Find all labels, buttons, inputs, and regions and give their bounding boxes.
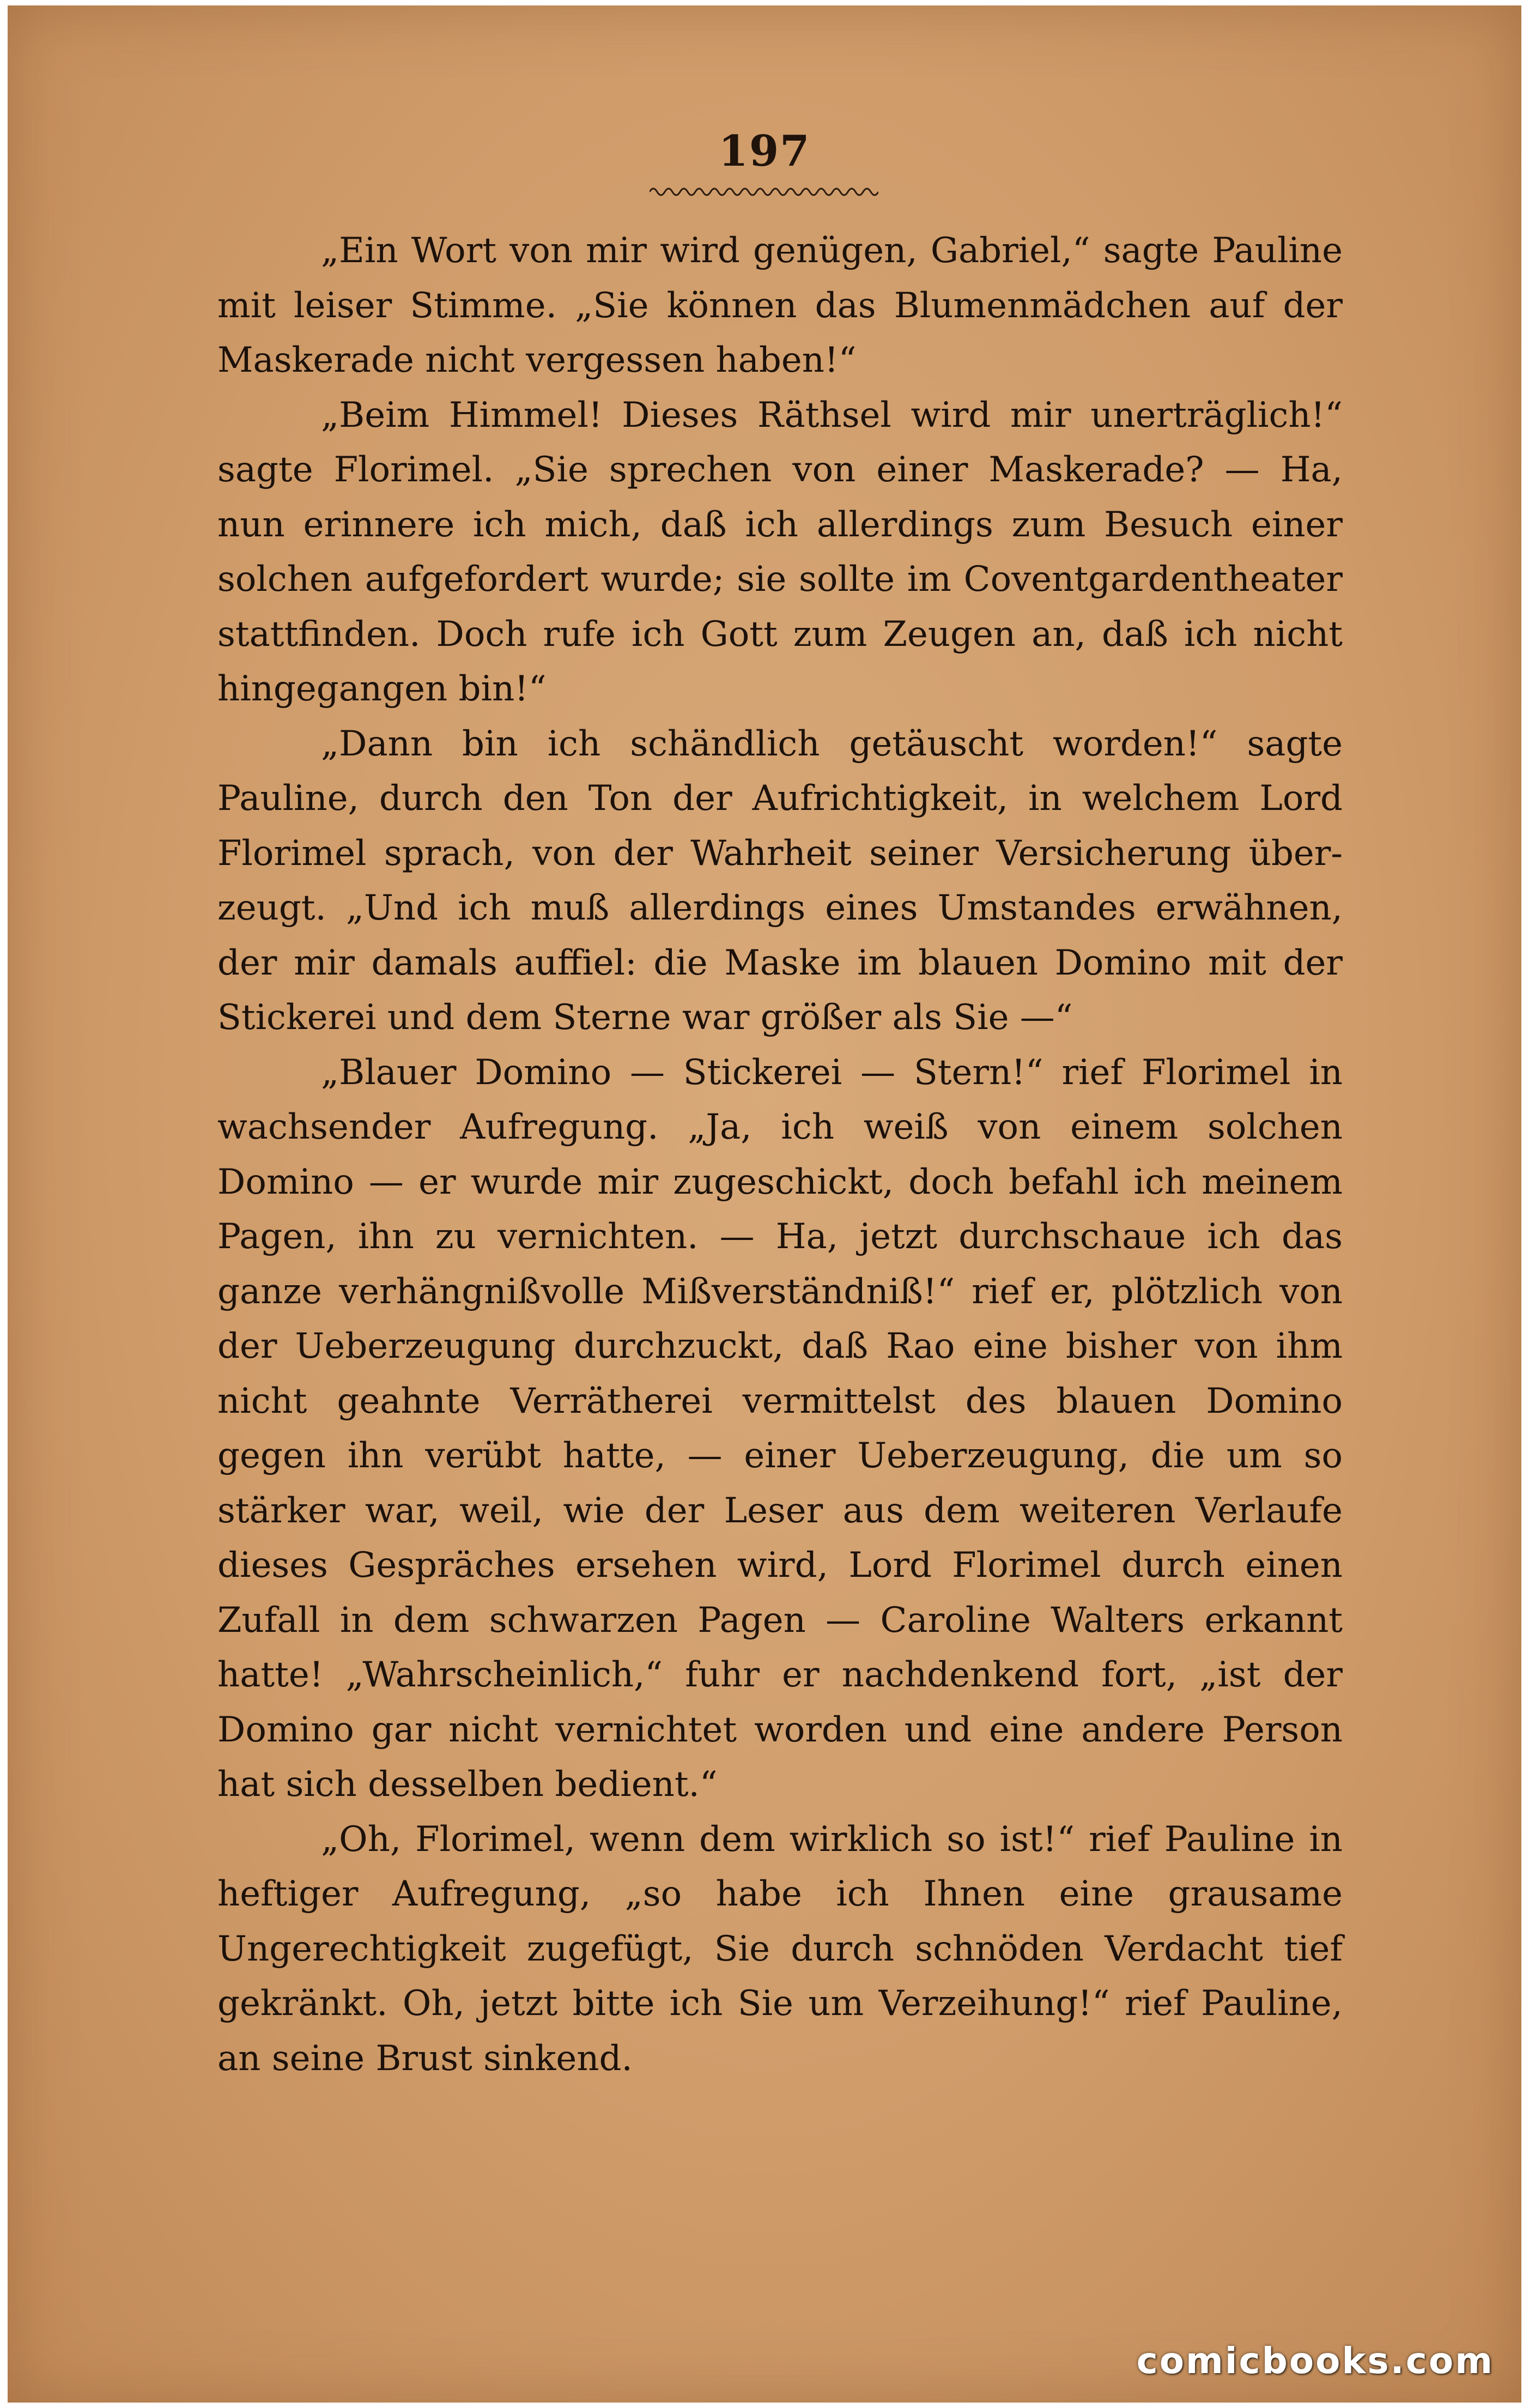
body-text [217, 223, 1343, 2086]
paragraph: „Dann bin ich schändlich getäuscht worden!“ sagte Pauline, durch den Ton der Aufrichtigkeit, in welchem Lord Florimel sprach, von der Wahrheit seiner Versicherung überzeugt. „Und ich muß allerdings eines Umstandes erwähnen, der mir damals auffiel: die Maske im blauen Domino mit der Stickerei und dem Sterne war größer als Sie —“ [217, 723, 1343, 1038]
page-number: 197 [718, 126, 811, 176]
paragraph: „Oh, Florimel, wenn dem wirklich so ist!“ rief Pauline in heftiger Aufregung, „so habe ich Ihnen eine grausame Ungerechtigkeit zugefügt, Sie durch schnöden Verdacht tief gekränkt. Oh, jetzt bitte ich Sie um Verzeihung!“ rief Pauline, an seine Brust sinkend. [217, 1819, 1343, 2079]
watermark: comicbooks.com [1136, 2340, 1494, 2382]
paragraph: „Blauer Domino — Stickerei — Stern!“ rief Florimel in wachsender Aufregung. „Ja, ich weiß von einem solchen Domino — er wurde mir zugeschickt, doch befahl ich meinem Pagen, ihn zu vernichten. — Ha, jetzt durchschaue ich das ganze verhängnißvolle Mißverständniß!“ rief er, plötzlich von der Ueberzeugung durchzuckt, daß Rao eine bisher von ihm nicht geahnte Verrätherei vermittelst des blauen Domino gegen ihn verübt hatte, — einer Ueberzeugung, die um so stärker war, weil, wie der Leser aus dem weiteren Verlaufe dieses Gespräches ersehen wird, Lord Florimel durch einen Zufall in dem schwarzen Pagen — Caroline Walters erkannt hatte! „Wahrscheinlich,“ fuhr er nachdenkend fort, „ist der Domino gar nicht vernichtet worden und eine andere Person hat sich desselben bedient.“ [217, 1052, 1343, 1805]
paragraph: „Ein Wort von mir wird genügen, Gabriel,“ sagte Pauline mit leiser Stimme. „Sie können das Blumenmädchen auf der Maskerade nicht vergessen haben!“ [217, 231, 1343, 380]
decorative-rule [650, 182, 878, 202]
book-page [8, 5, 1521, 2403]
paragraph: „Beim Himmel! Dieses Räthsel wird mir unerträglich!“ sagte Florimel. „Sie sprechen von einer Maskerade? — Ha, nun erinnere ich mich, daß ich allerdings zum Besuch einer solchen aufgefordert wurde; sie sollte im Coventgardentheater stattfinden. Doch rufe ich Gott zum Zeugen an, daß ich nicht hingegangen bin!“ [217, 395, 1343, 709]
